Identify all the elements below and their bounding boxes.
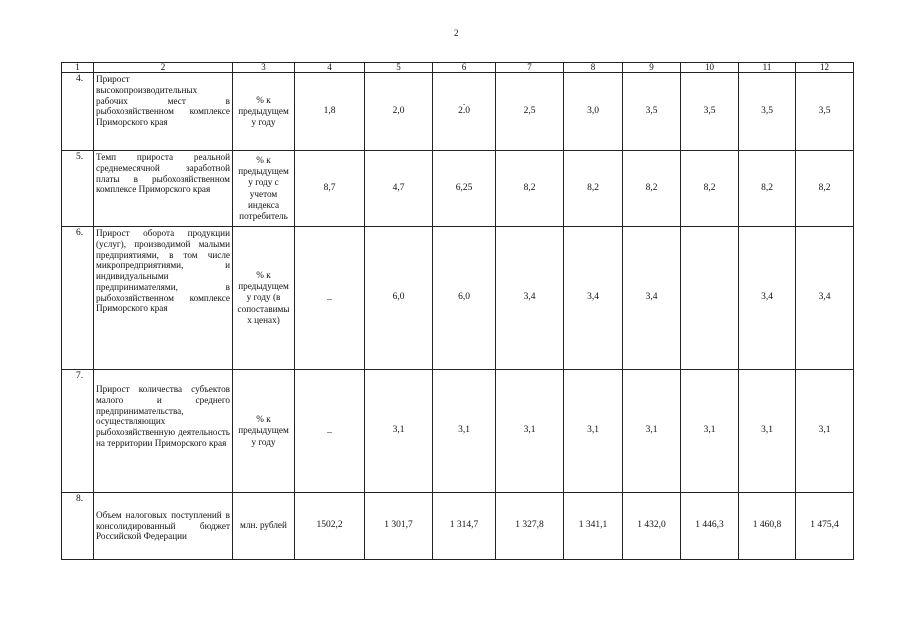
value-cell: 3,4: [564, 227, 623, 370]
value-cell: 2,0: [365, 73, 433, 151]
value-cell: 3,5: [739, 73, 796, 151]
column-number: 1: [62, 63, 94, 73]
row-number: 4.: [62, 73, 94, 151]
column-number: 9: [623, 63, 681, 73]
value-cell: 3,5: [623, 73, 681, 151]
value-cell: 1 341,1: [564, 493, 623, 560]
value-cell: [681, 227, 739, 370]
value-cell: 3,1: [623, 370, 681, 493]
value-text: 2.0: [458, 105, 470, 116]
value-cell: 1 301,7: [365, 493, 433, 560]
table-row: [62, 151, 854, 227]
row-number: 7.: [62, 370, 94, 493]
unit-cell: % к предыдущем у году с учетом индекса потребитель: [233, 151, 295, 227]
value-cell: 3,1: [564, 370, 623, 493]
value-cell: 6,0: [365, 227, 433, 370]
value-cell: 8,2: [564, 151, 623, 227]
column-number: 3: [233, 63, 295, 73]
value-cell: 8,7: [295, 151, 365, 227]
column-number-header-row: [62, 63, 854, 73]
value-cell: 8,2: [739, 151, 796, 227]
value-cell: 3,1: [739, 370, 796, 493]
value-cell: 3,4: [739, 227, 796, 370]
value-cell: 8,2: [796, 151, 854, 227]
value-cell: _: [295, 370, 365, 493]
column-number: 4: [295, 63, 365, 73]
value-cell: 6,0: [433, 227, 496, 370]
value-cell: 3,4: [496, 227, 564, 370]
value-cell: 3,1: [365, 370, 433, 493]
value-cell: 8,2: [496, 151, 564, 227]
value-cell: 3,4: [623, 227, 681, 370]
column-number: 7: [496, 63, 564, 73]
row-number: 6.: [62, 227, 94, 370]
indicator-name: Темп прироста реальной среднемесячной заработной платы в рыбохозяйственном комплексе Приморского края: [94, 151, 233, 227]
indicator-name: Объем налоговых поступлений в консолидированный бюджет Российской Федерации: [94, 493, 233, 560]
indicator-name: Прирост высокопроизводительных рабочих мест в рыбохозяйственном комплексе Приморского края: [94, 73, 233, 151]
table-row: [62, 493, 854, 560]
value-cell: [433, 73, 496, 151]
value-cell: 2,5: [496, 73, 564, 151]
stray-mark: .: [462, 97, 466, 108]
row-number: 5.: [62, 151, 94, 227]
column-number: 12: [796, 63, 854, 73]
indicators-table: [61, 62, 854, 560]
value-cell: 1 432,0: [623, 493, 681, 560]
indicator-name: Прирост оборота продукции (услуг), производимой малыми предприятиями, в том числе микропредприятиями, и индивидуальными предпринимателями, в рыбохозяйственном комплексе Приморского края: [94, 227, 233, 370]
unit-cell: % к предыдущем у году: [233, 73, 295, 151]
column-number: 8: [564, 63, 623, 73]
value-cell: 3,5: [796, 73, 854, 151]
unit-cell: % к предыдущем у году (в сопоставимы х ценах): [233, 227, 295, 370]
value-cell: 1 475,4: [796, 493, 854, 560]
column-number: 10: [681, 63, 739, 73]
value-cell: 3,1: [681, 370, 739, 493]
value-cell: _: [295, 227, 365, 370]
column-number: 5: [365, 63, 433, 73]
column-number: 11: [739, 63, 796, 73]
value-cell: 1,8: [295, 73, 365, 151]
table-row: [62, 370, 854, 493]
column-number: 2: [94, 63, 233, 73]
value-cell: 8,2: [681, 151, 739, 227]
value-cell: 8,2: [623, 151, 681, 227]
row-number: 8.: [62, 493, 94, 560]
value-cell: 6,25: [433, 151, 496, 227]
column-number: 6: [433, 63, 496, 73]
unit-cell: % к предыдущем у году: [233, 370, 295, 493]
value-cell: 1 446,3: [681, 493, 739, 560]
value-cell: 1 314,7: [433, 493, 496, 560]
value-cell: 3,1: [433, 370, 496, 493]
table-row: [62, 73, 854, 151]
value-cell: 1 327,8: [496, 493, 564, 560]
value-cell: 3,1: [796, 370, 854, 493]
unit-cell: млн. рублей: [233, 493, 295, 560]
page-number: 2: [454, 28, 459, 38]
table-row: [62, 227, 854, 370]
value-cell: 1 460,8: [739, 493, 796, 560]
value-cell: 1502,2: [295, 493, 365, 560]
value-cell: 3,4: [796, 227, 854, 370]
value-cell: 3,0: [564, 73, 623, 151]
value-cell: 3,1: [496, 370, 564, 493]
indicator-name: Прирост количества субъектов малого и среднего предпринимательства, осуществляющих рыбохозяйственную деятельность на территории Приморского края: [94, 370, 233, 493]
value-cell: 4,7: [365, 151, 433, 227]
value-cell: 3,5: [681, 73, 739, 151]
